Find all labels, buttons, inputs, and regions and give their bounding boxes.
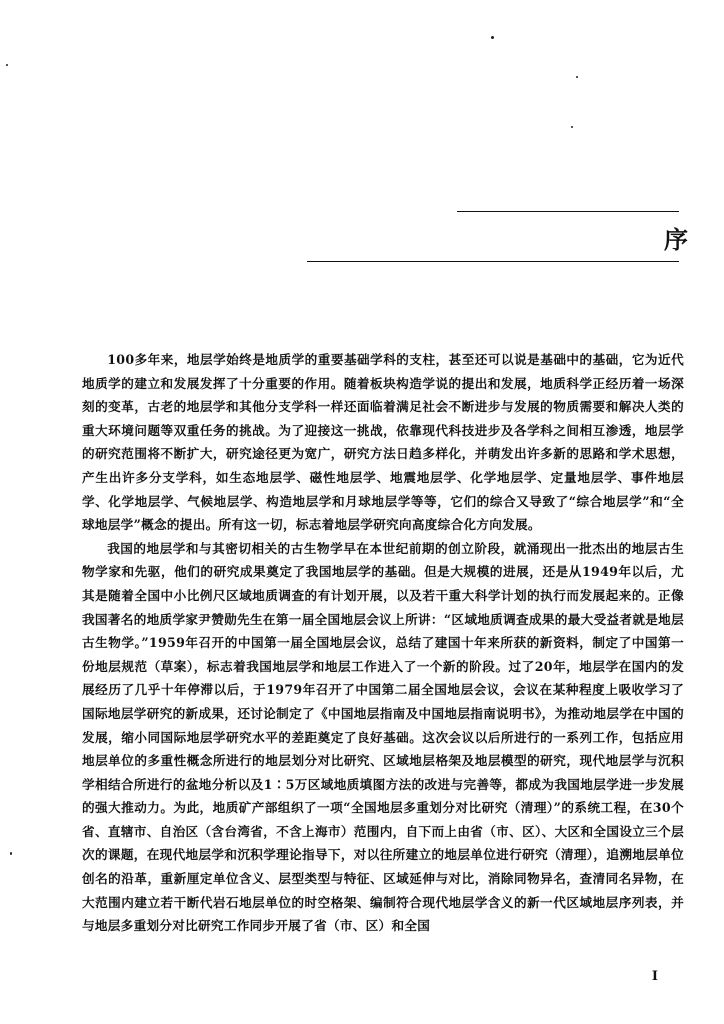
title-top-rule <box>457 211 679 212</box>
scan-speck <box>491 36 494 39</box>
scan-speck <box>576 76 578 78</box>
scan-speck <box>571 126 573 128</box>
preface-body <box>82 348 684 938</box>
page-title: 序 <box>664 225 690 254</box>
scan-speck <box>10 852 12 855</box>
page-number: I <box>651 969 658 984</box>
paragraph: 100多年来，地层学始终是地质学的重要基础学科的支柱，甚至还可以说是基础中的基础，它为近代地质学的建立和发展发挥了十分重要的作用。随着板块构造学说的提出和发展，地质科学正经历着一场深刻的变革，古老的地层学和其他分支学科一样还面临着满足社会不断进步与发展的物质需要和解决人类的重大环境问题等双重任务的挑战。为了迎接这一挑战，依靠现代科技进步及各学科之间相互渗透，地层学的研究范围将不断扩大，研究途径更为宽广，研究方法日趋多样化，并萌发出许多新的思路和学术思想，产生出许多分支学科，如生态地层学、磁性地层学、地震地层学、化学地层学、定量地层学、事件地层学、化学地层学、气候地层学、构造地层学和月球地层学等等，它们的综合又导致了“综合地层学”和“全球地层学”概念的提出。所有这一切，标志着地层学研究向高度综合化方向发展。 <box>82 352 684 533</box>
title-bottom-rule <box>307 261 679 262</box>
scan-speck <box>6 64 8 66</box>
paragraph: 我国的地层学和与其密切相关的古生物学早在本世纪前期的创立阶段，就涌现出一批杰出的地层古生物学家和先驱，他们的研究成果奠定了我国地层学的基础。但是大规模的进展，还是从1949年以后，尤其是随着全国中小比例尺区域地质调查的有计划开展，以及若干重大科学计划的执行而发展起来的。正像我国著名的地质学家尹赞勋先生在第一届全国地层会议上所讲：“区域地质调查成果的最大受益者就是地层古生物学。”1959年召开的中国第一届全国地层会议，总结了建国十年来所获的新资料，制定了中国第一份地层规范（草案），标志着我国地层学和地层工作进入了一个新的阶段。过了20年，地层学在国内的发展经历了几乎十年停滞以后，于1979年召开了中国第二届全国地层会议，会议在某种程度上吸收学习了国际地层学研究的新成果，还讨论制定了《中国地层指南及中国地层指南说明书》，为推动地层学在中国的发展，缩小同国际地层学研究水平的差距奠定了良好基础。这次会议以后所进行的一系列工作，包括应用地层单位的多重性概念所进行的地层划分对比研究、区域地层格架及地层模型的研究，现代地层学与沉积学相结合所进行的盆地分析以及1∶5万区域地质填图方法的改进与完善等，都成为我国地层学进一步发展的强大推动力。为此，地质矿产部组织了一项“全国地层多重划分对比研究（清理）”的系统工程，在30个省、直辖市、自治区（含台湾省，不含上海市）范围内，自下而上由省（市、区）、大区和全国设立三个层次的课题，在现代地层学和沉积学理论指导下，对以往所建立的地层单位进行研究（清理），追溯地层单位创名的沿革，重新厘定单位含义、层型类型与特征、区域延伸与对比，消除同物异名，查清同名异物，在大范围内建立若干断代岩石地层单位的时空格架、编制符合现代地层学含义的新一代区域地层序列表，并与地层多重划分对比研究工作同步开展了省（市、区）和全国 <box>82 540 684 934</box>
